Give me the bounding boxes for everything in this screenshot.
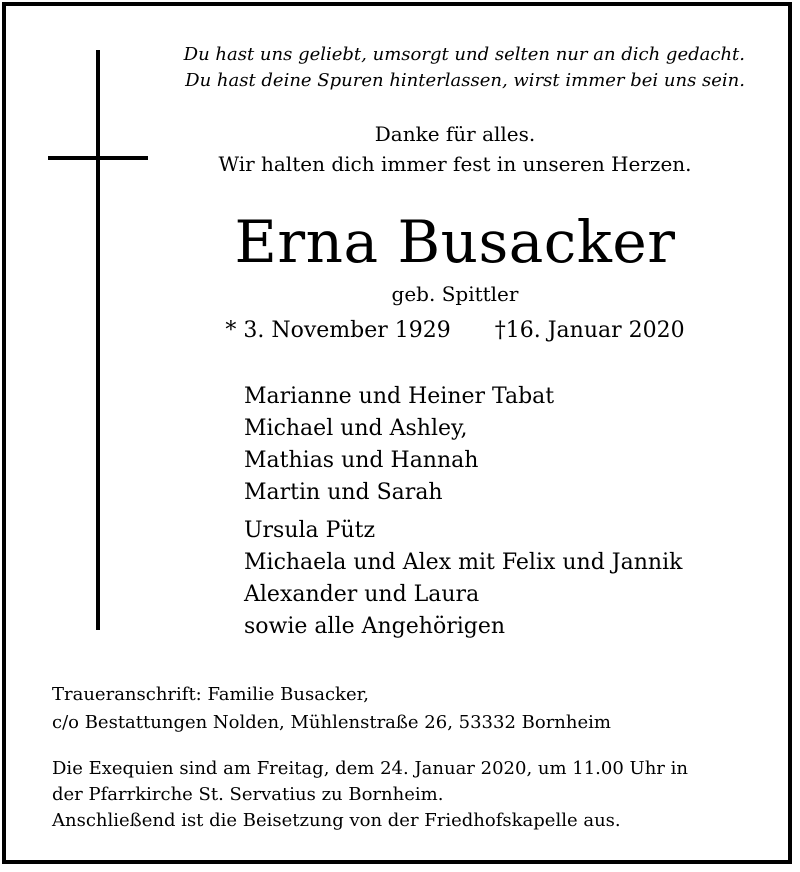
mourner-line: Marianne und Heiner Tabat [244, 384, 555, 409]
service-line-1: Die Exequien sind am Freitag, dem 24. Januar 2020, um 11.00 Uhr in [52, 758, 688, 779]
address-line-2: c/o Bestattungen Nolden, Mühlenstraße 26, 53332 Bornheim [52, 712, 611, 733]
mourner-line: sowie alle Angehörigen [244, 614, 506, 639]
service-line-3: Anschließend ist die Beisetzung von der Friedhofskapelle aus. [52, 810, 621, 831]
mourner-line: Ursula Pütz [244, 518, 376, 543]
verse-line-2: Du hast deine Spuren hinterlassen, wirst immer bei uns sein. [185, 70, 745, 91]
service-line-2: der Pfarrkirche St. Servatius zu Bornheim. [52, 784, 444, 805]
mourner-line: Martin und Sarah [244, 480, 443, 505]
deceased-name: Erna Busacker [234, 208, 676, 276]
address-line-1: Traueranschrift: Familie Busacker, [52, 684, 369, 705]
thanks-line-2: Wir halten dich immer fest in unseren Herzen. [218, 152, 692, 176]
mourner-line: Michael und Ashley, [244, 416, 468, 441]
life-dates [150, 318, 760, 343]
mourner-line: Alexander und Laura [244, 582, 480, 607]
cross-vertical-bar [96, 50, 100, 630]
cross-horizontal-bar [48, 156, 148, 160]
birth-date: * 3. November 1929 [225, 318, 451, 343]
maiden-name: geb. Spittler [391, 282, 519, 306]
thanks-line-1: Danke für alles. [374, 122, 536, 146]
verse-line-1: Du hast uns geliebt, umsorgt und selten nur an dich gedacht. [183, 44, 745, 65]
mourner-line: Michaela und Alex mit Felix und Jannik [244, 550, 683, 575]
mourner-line: Mathias und Hannah [244, 448, 479, 473]
death-date: †16. Januar 2020 [494, 318, 685, 343]
